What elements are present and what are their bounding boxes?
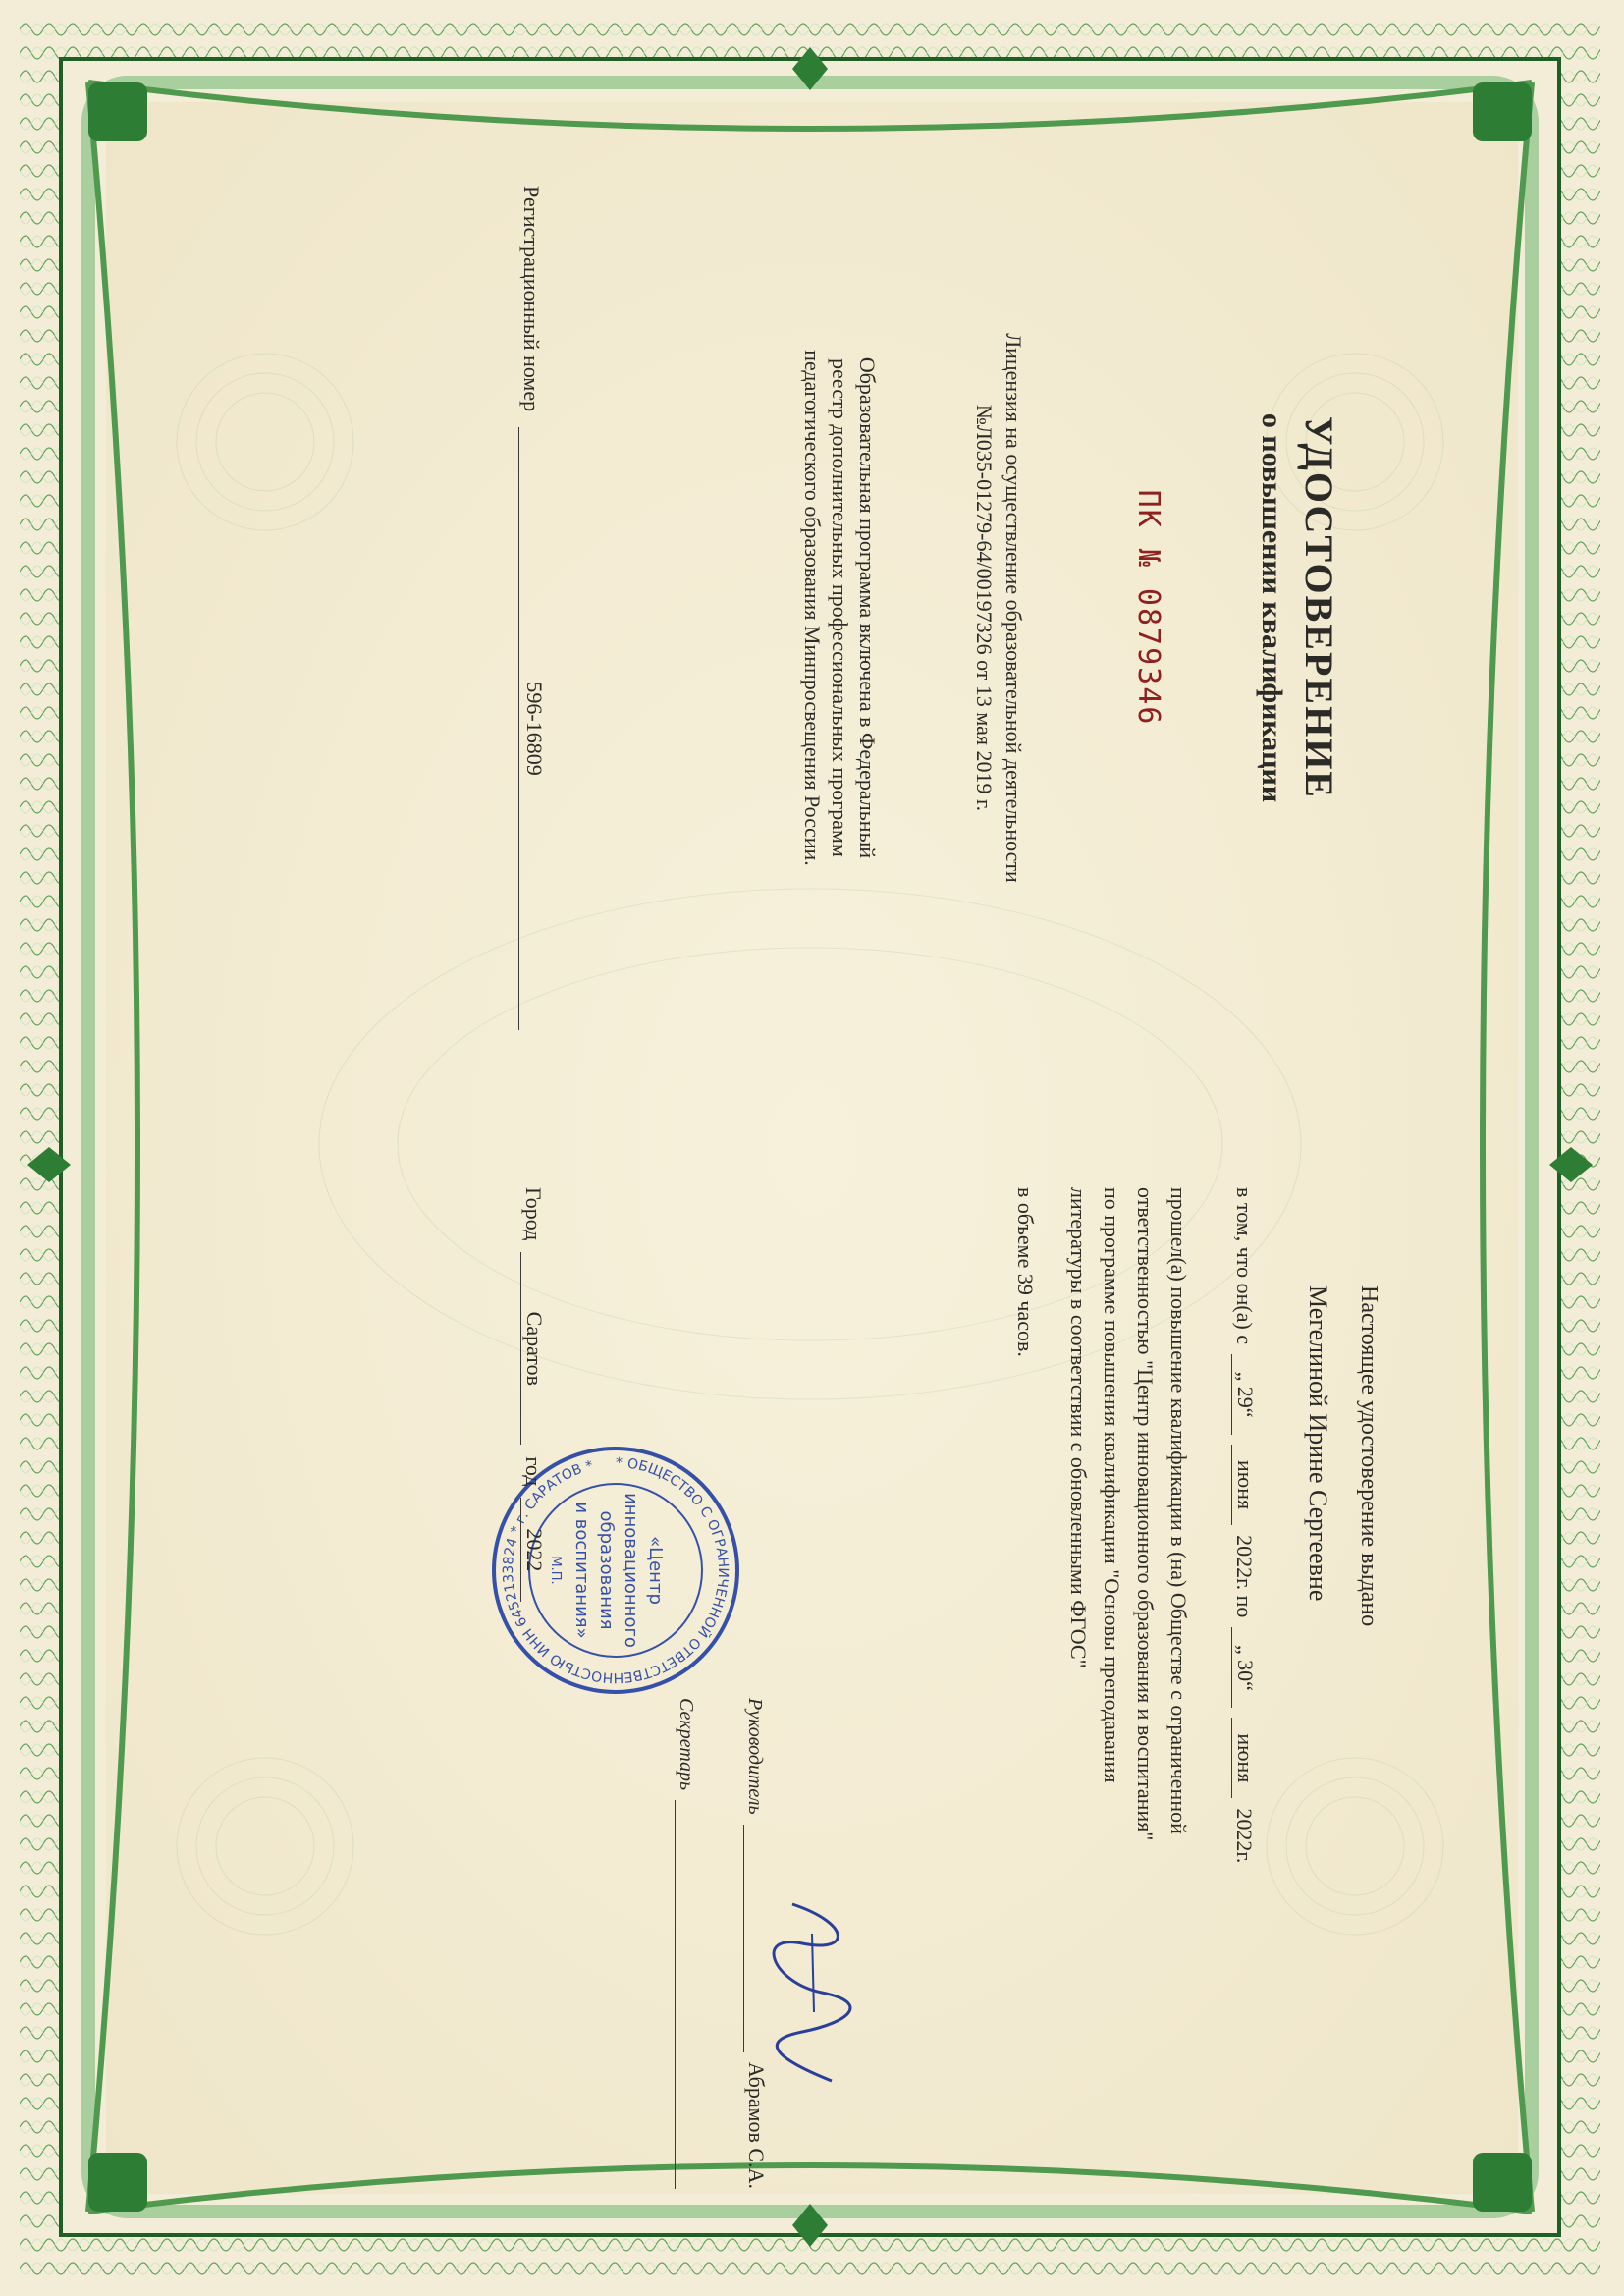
stamp-center-line: и воспитания» <box>571 1502 592 1639</box>
stamp-mp: М.П. <box>548 1556 563 1585</box>
head-label: Руководитель <box>744 1698 766 1815</box>
course-line: по программе повышения квалификации "Основы преподавания <box>1100 1187 1124 1783</box>
city-label: Город <box>521 1187 546 1241</box>
certificate-header-panel <box>135 68 1489 1148</box>
day-to: „ 30“ <box>1231 1627 1258 1708</box>
course-description <box>1061 1187 1195 2179</box>
year-from: 2022г. по <box>1232 1535 1257 1618</box>
recipient-name: Мегелиной Ирине Сергеевне <box>1304 1285 1332 1602</box>
handwritten-signature <box>763 1894 861 2091</box>
year-to: 2022г. <box>1232 1808 1257 1864</box>
program-registry-note <box>798 186 881 1030</box>
program-note-line: Образовательная программа включена в Федеральный <box>855 356 880 859</box>
stamp-center-line: инновационного <box>621 1493 641 1648</box>
course-hours <box>1012 1187 1038 1357</box>
certificate-series-number: ПК № 0879346 <box>1131 489 1165 727</box>
license-text <box>969 186 1028 1030</box>
course-line: прошел(а) повышение квалификации в (на) Обществе с ограниченной <box>1166 1187 1191 1834</box>
certificate-title: УДОСТОВЕРЕНИЕ <box>1297 416 1341 799</box>
city-year-row <box>520 1187 547 1777</box>
rotated-content <box>135 68 1489 2228</box>
month-to: июня <box>1231 1718 1258 1798</box>
secretary-signature-row <box>675 1698 743 2189</box>
dates-prefix: в том, что он(а) с <box>1232 1187 1257 1345</box>
registration-number-row <box>518 186 547 1030</box>
hours-value: 39 часов. <box>1013 1273 1038 1357</box>
city-value: Саратов <box>520 1252 547 1445</box>
stamp-center-line: «Центр <box>645 1536 666 1605</box>
certificate-body-panel <box>135 1148 1489 2228</box>
issued-intro: Настоящее удостоверение выдано <box>1356 1285 1381 1627</box>
year-value: 2022 <box>520 1498 547 1602</box>
year-label: год <box>521 1456 546 1487</box>
stamp-ring-text: * ОБЩЕСТВО С ОГРАНИЧЕННОЙ ОТВЕТСТВЕННОСТЬЮ ИНН 6452133824 * г. САРАТОВ * <box>500 1454 731 1686</box>
training-dates-row <box>1231 1187 1258 2169</box>
program-note-line: реестр дополнительных профессиональных программ <box>828 358 852 857</box>
month-from: июня <box>1231 1445 1258 1525</box>
course-line: ответственностью "Центр инновационного образования и воспитания" <box>1133 1187 1158 1841</box>
day-from: „ 29“ <box>1231 1354 1258 1435</box>
license-line: №Л035-01279-64/00197326 от 13 мая 2019 г. <box>972 404 997 812</box>
secretary-signature-line <box>675 1800 715 2189</box>
hours-label: в объеме <box>1013 1187 1038 1269</box>
course-line: литературы в соответствии с обновленными ФГОС" <box>1066 1187 1091 1668</box>
stamp-center-line: образования <box>596 1510 617 1630</box>
reg-number-label: Регистрационный номер <box>519 186 544 412</box>
certificate-subtitle: о повышении квалификации <box>1256 412 1288 803</box>
head-name: Абрамов С.А. <box>744 2061 769 2189</box>
program-note-line: педагогического образования Минпросвещения России. <box>800 350 825 866</box>
secretary-label: Секретарь <box>676 1698 697 1791</box>
reg-number-value: 596-16809 <box>518 427 547 1030</box>
license-line: Лицензия на осуществление образовательной деятельности <box>1001 333 1026 883</box>
